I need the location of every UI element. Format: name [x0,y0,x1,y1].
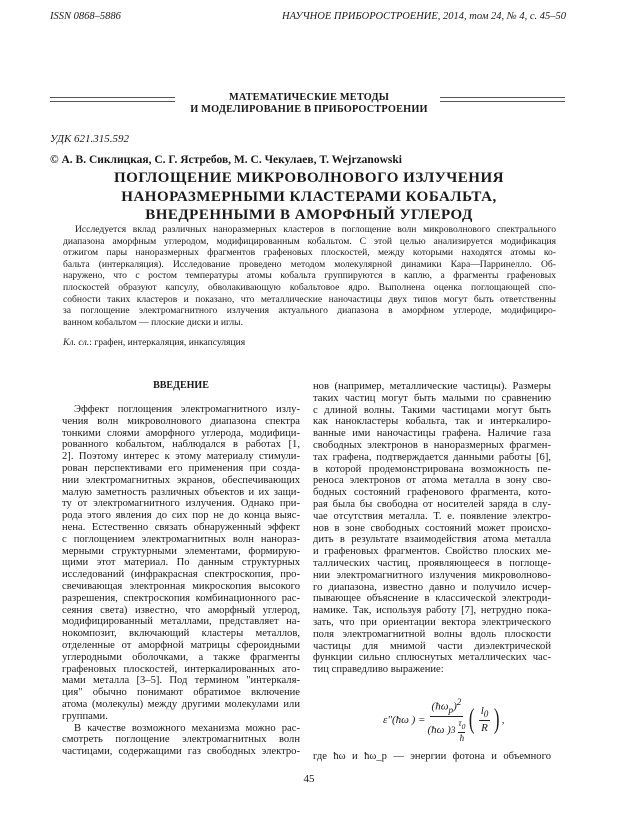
text-line: сеяния света) известно, что аморфный углерод, [62,604,300,616]
text-line: углеродными оболочками, а также фрагменты [62,651,300,663]
text-line: тиц справедливо выражение: [313,664,444,676]
formula-lhs: ε"(ħω ) = [383,713,426,726]
abstract [63,224,556,328]
text-line: свечивающая электронная микроскопия высокого [62,580,300,592]
text-line: нов (например, металлические частицы). Размеры [313,381,551,392]
text-line: ванные ими наночастицы графена. Наличие газа [313,428,551,440]
text-line: 2]. Поэтому интерес к этому материалу стимули- [62,451,300,463]
text-line: наружено, что с ростом температуры атомы кобальта группируются в каплю, а фрагменты графеновых [63,270,556,282]
section-heading [0,92,618,116]
text-line: щими этот материал. По данным структурных [62,557,300,569]
num: (ħω [431,700,449,713]
text-line: с поглощением электромагнитных волн нанораз- [62,533,300,545]
formula-ratio [479,705,491,734]
text-line: Эффект поглощения электромагнитного излу- [74,404,300,415]
formula: ε"(ħω ) = $(ħ\omega_p)^2$ (ħω ) 3 $\tau_0$ ħ ( $\frac{l_0}{R}$ ) , [383,697,505,743]
sup: 3 [450,725,456,736]
sub: 0 [461,721,466,731]
text-line: плоскостей образуют капсулу, обволакивающую кобальтовое ядро. Выполнена оценка поглощающей спо- [63,281,556,293]
page-number: 45 [303,773,315,785]
sub: p [448,704,454,715]
title-line: ПОГЛОЩЕНИЕ МИКРОВОЛНОВОГО ИЗЛУЧЕНИЯ [114,170,504,186]
text-line: ция" обычно понимают обратимое включение [62,687,300,699]
text-line: отделенные от аморфной матрицы сфероидными [62,639,300,651]
text-line: рода этого явления до сих пор не до конца выяс- [62,510,300,522]
text-line: ванном кобальтом — плоские диски и иглы. [63,316,244,328]
text-line: свободных электронов в наноразмерных фрагмен- [313,439,551,451]
text-line: рая была бы свободна от носителей заряда в слу- [313,498,551,510]
section-line-1: МАТЕМАТИЧЕСКИЕ МЕТОДЫ [228,92,390,103]
text-line: за поглощение электромагнитного излучения актуального диапазона в аморфном углероде, модифициро- [63,305,556,317]
sub: 0 [483,709,489,720]
keywords-label: Кл. сл. [63,337,90,348]
journal-info: НАУЧНОЕ ПРИБОРОСТРОЕНИЕ, 2014, том 24, № 4, с. 45–50 [282,11,566,22]
sup: 2 [456,697,462,707]
den: (ħω ) [427,724,451,737]
text-line: нов в зоне свободных состояний может происхо- [313,522,551,534]
text-line: чае отсутствия металла. Т. е. появление электро- [313,510,551,522]
text-line: тонкими слоями аморфного углерода, модифици- [62,427,300,439]
tau: τ [458,717,462,728]
text-line: рован перспективами его применения при созда- [62,462,300,474]
text-line: смотреть поглощение электромагнитных волн [62,734,300,746]
text-line: нии электромагнитных экранов, обеспечивающих [62,474,300,486]
text-line: нокомпозит, включающий кластеры металлов, [62,628,300,640]
text-line: малую заметность различных объектов и их защи- [62,486,300,498]
text-line: функции сильно сплюснутых металлических час- [313,652,551,664]
text-line: поля электромагнитной волны вдоль плоскости [313,628,551,640]
text-line: диапазона аморфным углеродом, модифицированным кобальтом. С этой целью анализируется модификация [63,235,556,247]
text-line: как нанокластеры кобальта, так и интеркалиро- [313,416,551,428]
text-line: го диапазона, известно давно и получило исчер- [313,581,551,593]
text-line: атома (молекулы) между другими молекулами или [62,698,300,710]
right-column [313,381,551,676]
comma: , [501,713,505,726]
text-line: бодных состояний графенового фрагмента, кото- [313,487,551,499]
text-line: намике. Так, используя работу [7], нетрудно пока- [313,605,551,617]
text-line: таллических частиц, проявляющееся в поглоще- [313,557,551,569]
text-line: разрешения, спектроскопия комбинационного рас- [62,592,300,604]
text-line: модифицированный металлами, представляет на- [62,616,300,628]
text-line: графеновых плоскостей, интеркалированных ато- [62,663,300,675]
authors: © А. В. Сиклицкая, С. Г. Ястребов, М. С. Чекулаев, T. Wejrzanowski [50,154,402,166]
text-line: с длиной волны. Такими частицами могут быть [313,404,551,416]
text-line: тах графена, подтверждается данными работы [6], [313,451,551,463]
R: R [481,722,488,735]
text-line: и графеновых фрагментов. Свойство плоских ме- [313,546,551,558]
section-line-2: И МОДЕЛИРОВАНИЕ В ПРИБОРОСТРОЕНИИ [190,104,428,115]
text-line: частицы для мнимой части диэлектрической [313,640,551,652]
text-line: Исследуется вклад различных наноразмерных кластеров в поглощение волн микроволнового спектрального [75,224,556,235]
keywords-text: : графен, интеркаляция, инкапсуляция [89,337,246,348]
hbar: ħ [459,732,465,743]
intro-heading: ВВЕДЕНИЕ [153,380,209,391]
where-line [313,751,551,762]
text-line: ту от электромагнитного излучения. Однако при- [62,498,300,510]
text-line: дить в результате взаимодействия атома металла [313,534,551,546]
l: l [480,705,484,718]
text-line: бальта (интеркаляция). Исследование проведено методом молекулярной динамики Кара—Парринелло. Об- [63,258,556,270]
text-line: нии электромагнитного излучения микроволново- [313,569,551,581]
text-line: пывающее объяснение в классической электроди- [313,593,551,605]
text-line: чения волн микроволнового диапазона спектра [62,415,300,427]
keywords [63,337,245,348]
text-line: нена. Естественно связать обнаруженный эффект [62,521,300,533]
formula-fraction: $(ħ\omega_p)^2$ (ħω ) 3 $\tau_0$ ħ [427,697,466,743]
title-line: НАНОРАЗМЕРНЫМИ КЛАСТЕРАМИ КОБАЛЬТА, [121,188,497,205]
left-column [62,404,300,758]
title-line: ВНЕДРЕННЫМИ В АМОРФНЫЙ УГЛЕРОД [145,207,473,223]
text-line: таких частиц могут быть малыми по сравнению [313,392,551,404]
text-line: реноса электронов от атома металла в зону сво- [313,475,551,487]
text-line: отжигом пары наноразмерных фрагментов графеновых плоскостей, между которыми находятся атомы ко- [63,247,556,259]
text-line: исследований (инфракрасная спектроскопия, про- [62,569,300,581]
text-line: рованного кобальтом, наблюдался в работах [1, [62,439,300,451]
text-line: мерными структурными элементами, формирую- [62,545,300,557]
text-line: частицами, содержащими газ свободных электро- [62,746,300,758]
text-line: В качестве возможного механизма можно рас- [74,722,300,734]
issn: ISSN 0868–5886 [50,11,121,22]
text-line: зать, что при ориентации вектора электрического [313,616,551,628]
text-line: в которой продемонстрирована возможность пе- [313,463,551,475]
udk: УДК 621.315.592 [50,133,130,145]
text-line: группами. [62,710,108,722]
article-title [0,169,618,225]
text-line: где ħω и ħω_p — энергии фотона и объемного [313,751,551,762]
text-line: мами металла [3–5]. Под термином "интеркаля- [62,675,300,687]
text-line: собности таких кластеров и показано, что металлические наночастицы двух типов могут быть ответственны [63,293,556,305]
